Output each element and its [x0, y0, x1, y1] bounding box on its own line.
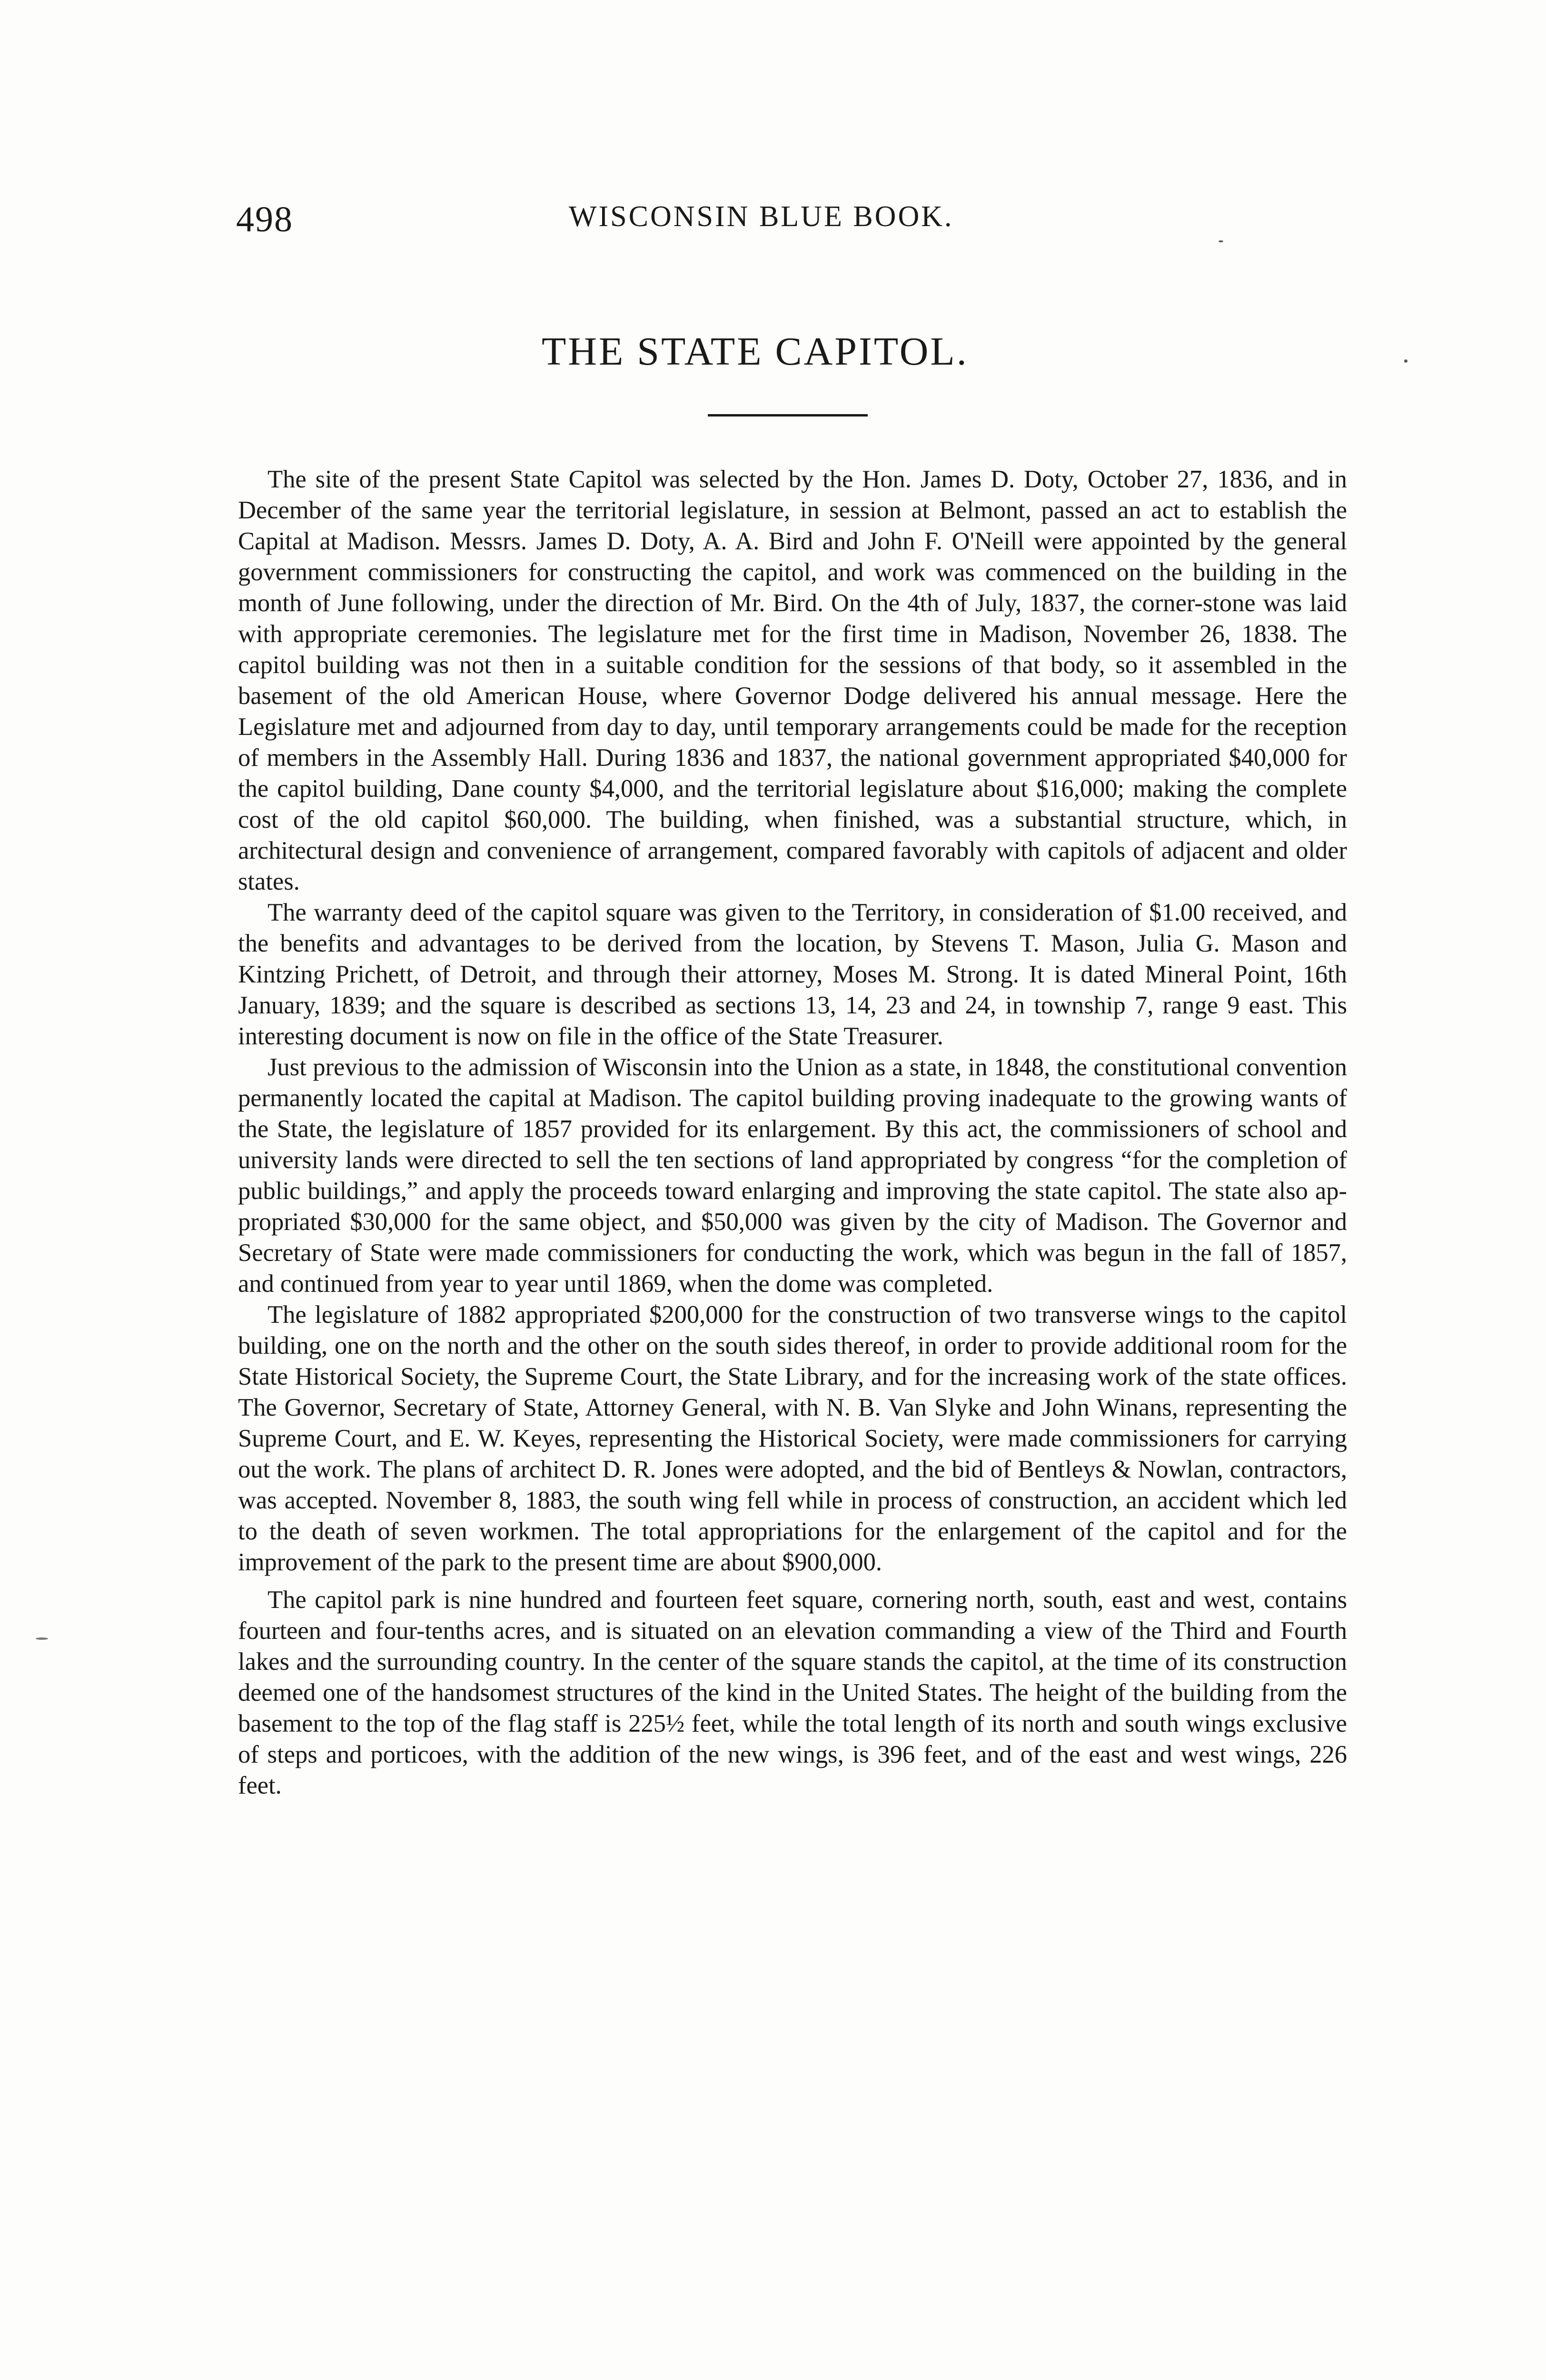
paragraph-warranty-deed: The warranty deed of the capitol square was given to the Territory, in consideration of $1.00 received, and the benefits and advantages to be derived from the location, by Stevens T. Mason, Julia G. Mason and Kintzing Prichett, of Detroit, and through their attorney, Moses M. Strong. It is dated Mineral Point, 16th January, 1839; and the square is described as sections 13, 14, 23 and 24, in township 7, range 9 east. This interesting document is now on file in the office of the State Treasurer.	[238, 899, 1347, 1050]
scan-speck	[36, 1637, 48, 1640]
running-head: WISCONSIN BLUE BOOK.	[569, 200, 954, 233]
article-body	[238, 464, 1347, 1801]
scan-speck	[1404, 359, 1407, 363]
paragraph-site-selection: The site of the present State Capitol was selected by the Hon. James D. Doty, October 27, 1836, and in December of the same year the territorial legislature, in session at Belmont, passed an act to establish the Capital at Madison. Messrs. James D. Doty, A. A. Bird and John F. O'Neill were appointed by the general government commissioners for constructing the capitol, and work was commenced on the building in the month of June following, under the direction of Mr. Bird. On the 4th of July, 1837, the corner-stone was laid with appropriate ceremonies. The legislature met for the first time in Madison, November 26, 1838. The capitol building was not then in a suitable condition for the sessions of that body, so it assembled in the basement of the old American House, where Governor Dodge delivered his annual message. Here the Legislature met and adjourned from day to day, until temporary arrangements could be made for the reception of members in the Assembly Hall. During 1836 and 1837, the national government appropriated $40,000 for the capitol building, Dane county $4,000, and the territorial legislature about $16,000; making the complete cost of the old capitol $60,000. The building, when finished, was a substantial structure, which, in architectural design and convenience of arrangement, compared favorably with capitols of adjacent and older states.	[238, 466, 1347, 895]
paragraph-enlargement: Just previous to the admission of Wisconsin into the Union as a state, in 1848, the constitutional convention permanently located the capital at Madison. The capitol building proving inadequate to the growing wants of the State, the legislature of 1857 provided for its enlargement. By this act, the commissioners of school and university lands were directed to sell the ten sections of land appropriated by congress “for the completion of public buildings,” and apply the proceeds toward enlarging and improving the state capitol. The state also appropriated $30,000 for the same object, and $50,000 was given by the city of Madison. The Governor and Secretary of State were made commissioners for conducting the work, which was begun in the fall of 1857, and continued from year to year until 1869, when the dome was completed.	[238, 1053, 1347, 1298]
scan-speck	[1219, 240, 1223, 242]
title-divider	[708, 414, 868, 416]
article-title: THE STATE CAPITOL.	[542, 329, 969, 374]
paragraph-transverse-wings: The legislature of 1882 appropriated $200,000 for the construction of two transverse wings to the capitol building, one on the north and the other on the south sides thereof, in order to provide additional room for the State Historical Society, the Supreme Court, the State Library, and for the increasing work of the state offices. The Governor, Secretary of State, Attorney General, with N. B. Van Slyke and John Winans, representing the Supreme Court, and E. W. Keyes, representing the Historical Society, were made commissioners for carrying out the work. The plans of architect D. R. Jones were adopted, and the bid of Bentleys & Nowlan, contractors, was accepted. November 8, 1883, the south wing fell while in process of construction, an accident which led to the death of seven workmen. The total appropriations for the enlargement of the capitol and for the improvement of the park to the present time are about $900,000.	[238, 1301, 1347, 1576]
page-number: 498	[236, 199, 293, 239]
paragraph-capitol-park: The capitol park is nine hundred and fourteen feet square, cornering north, south, east and west, contains fourteen and four-tenths acres, and is situated on an elevation commanding a view of the Third and Fourth lakes and the surrounding country. In the center of the square stands the capitol, at the time of its construction deemed one of the handsomest structures of the kind in the United States. The height of the building from the basement to the top of the flag staff is 225½ feet, while the total length of its north and south wings exclusive of steps and porticoes, with the addition of the new wings, is 396 feet, and of the east and west wings, 226 feet.	[238, 1586, 1347, 1799]
